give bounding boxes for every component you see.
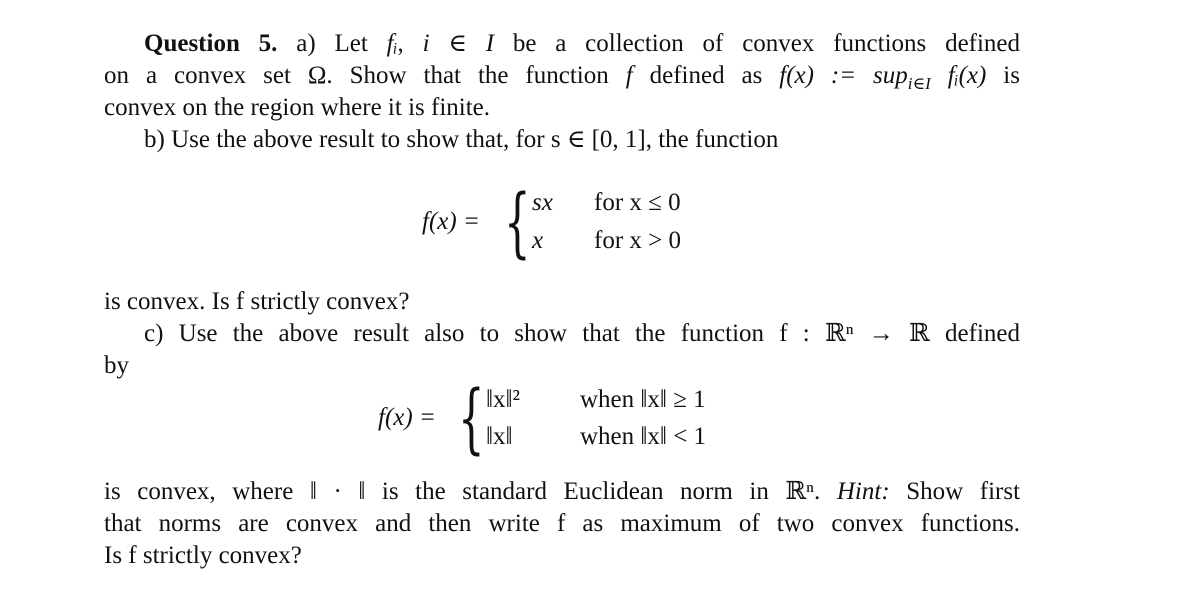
piecewise-function-c: [104, 373, 1020, 476]
left-brace: {: [504, 177, 531, 266]
part-c-line-2: by: [104, 352, 129, 379]
part-c-after-3: Is f strictly convex?: [104, 542, 302, 569]
function-c-lhs: f(x) =: [378, 404, 436, 431]
part-a-line-3: convex on the region where it is finite.: [104, 94, 490, 121]
case-c-2-expr: ‖x‖: [486, 423, 513, 450]
hint-label: Hint:: [836, 478, 890, 505]
case-c-1-expr: ‖x‖²: [486, 386, 521, 413]
sup-subscript: i∈I: [907, 74, 931, 93]
part-c-after-2: that norms are convex and then write f as maximum of two convex functions.: [104, 510, 1020, 537]
part-a-intro: a) Let: [296, 30, 387, 57]
case-b-1-expr: sx: [532, 189, 553, 216]
part-c-line-1: c) Use the above result also to show that the function f : ℝⁿ → ℝ defined: [144, 320, 1020, 347]
f-symbol: f: [625, 62, 633, 89]
sup-def-tail: fᵢ(x): [930, 62, 987, 89]
piecewise-function-b: [104, 156, 1020, 286]
index-set: i ∈ I: [422, 30, 495, 57]
part-a-line-2-tail: is: [986, 62, 1020, 89]
question-block: [104, 28, 1020, 572]
part-b-after: is convex. Is f strictly convex?: [104, 288, 410, 315]
function-b-lhs: f(x) =: [422, 208, 480, 235]
part-a-line-1-tail: be a collection of convex functions defined: [494, 30, 1021, 57]
case-c-1-cond: when ‖x‖ ≥ 1: [580, 386, 706, 413]
case-b-2-expr: x: [532, 227, 544, 254]
part-a-line-2-text: on a convex set Ω. Show that the function: [104, 62, 626, 89]
question-label: Question 5.: [144, 30, 278, 57]
part-a-line-2: [104, 60, 1020, 92]
case-b-1-cond: for x ≤ 0: [594, 189, 681, 216]
part-c-after-1: [104, 476, 1020, 508]
comma: ,: [397, 30, 423, 57]
fi-symbol: fᵢ: [386, 30, 398, 57]
sup-definition: [779, 62, 987, 93]
part-b-line-1: b) Use the above result to show that, for s ∈ [0, 1], the function: [144, 126, 779, 153]
case-c-2-cond: when ‖x‖ < 1: [580, 423, 707, 450]
part-c-after-1-tail: Show first: [889, 478, 1021, 505]
part-a-line-2-mid: defined as: [632, 62, 780, 89]
left-brace: {: [458, 373, 485, 462]
case-b-2-cond: for x > 0: [594, 227, 681, 254]
sup-def-text: f(x) := sup: [779, 62, 908, 89]
part-a-line-1: [104, 28, 1020, 60]
part-c-after-1-text: is convex, where ‖ · ‖ is the standard Euclidean norm in ℝⁿ.: [104, 478, 821, 505]
